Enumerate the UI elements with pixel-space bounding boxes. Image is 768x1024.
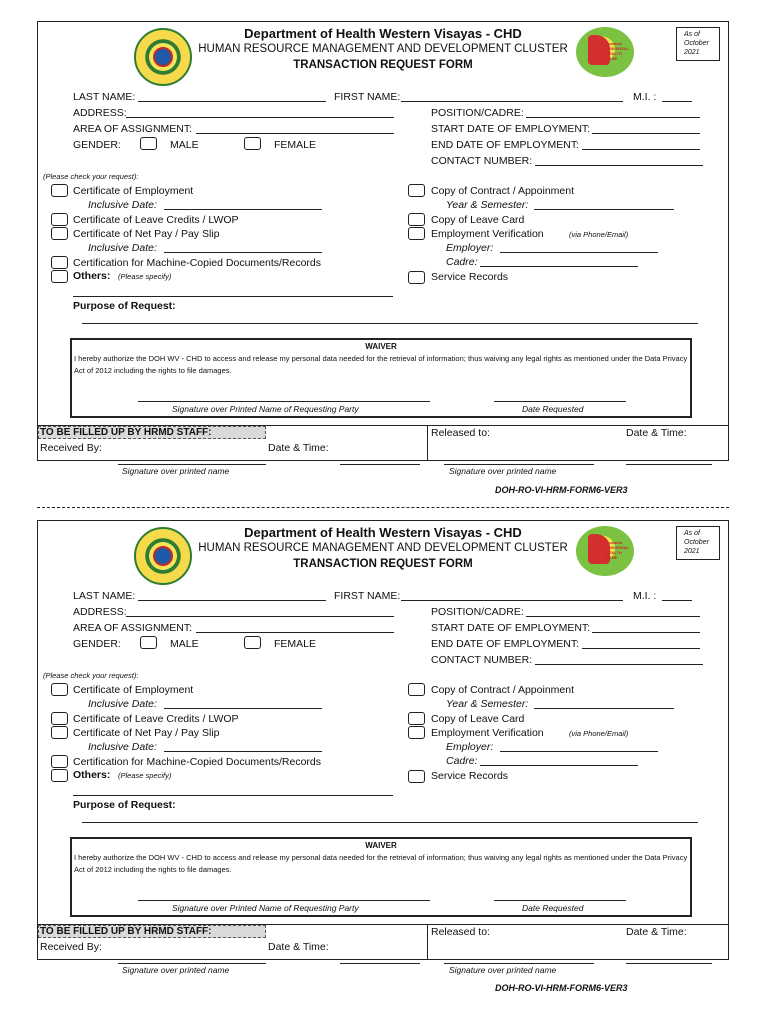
net-pay-label: Certificate of Net Pay / Pay Slip — [73, 727, 220, 739]
staff-section-title: TO BE FILLED UP BY HRMD STAFF: — [38, 426, 266, 439]
purpose-field[interactable] — [82, 314, 698, 324]
machine-copied-label: Certification for Machine-Copied Documents/Records — [73, 756, 322, 768]
contact-label: CONTACT NUMBER: — [431, 155, 533, 167]
service-records-label: Service Records — [431, 271, 509, 283]
net-pay-label: Certificate of Net Pay / Pay Slip — [73, 228, 220, 240]
doh-seal-icon — [134, 28, 192, 86]
cut-line — [37, 507, 729, 508]
released-signature-caption: Signature over printed name — [449, 965, 557, 975]
purpose-field[interactable] — [82, 813, 698, 823]
purpose-label: Purpose of Request: — [73, 300, 176, 312]
area-field[interactable] — [196, 623, 394, 633]
received-date-time-field[interactable] — [340, 954, 420, 964]
coe-checkbox[interactable] — [51, 184, 68, 197]
others-label: Others: — [73, 270, 111, 282]
verification-label: Employment Verification — [431, 228, 544, 240]
others-checkbox[interactable] — [51, 769, 68, 782]
male-checkbox[interactable] — [140, 137, 157, 150]
released-to-label: Released to: — [431, 926, 490, 938]
leave-credits-label: Certificate of Leave Credits / LWOP — [73, 713, 239, 725]
waiver-title: WAIVER — [365, 342, 397, 351]
form-code-top: DOH-RO-VI-HRM-FORM6-VER3 — [495, 485, 628, 495]
contact-field[interactable] — [535, 655, 703, 665]
service-records-checkbox[interactable] — [408, 770, 425, 783]
first-name-label: FIRST NAME: — [334, 590, 401, 602]
requester-signature-field[interactable] — [138, 891, 430, 901]
requester-signature-field[interactable] — [138, 392, 430, 402]
requester-signature-caption: Signature over Printed Name of Requesting Party — [172, 903, 359, 913]
leave-card-checkbox[interactable] — [408, 213, 425, 226]
first-name-field[interactable] — [401, 92, 623, 102]
start-date-label: START DATE OF EMPLOYMENT: — [431, 123, 591, 135]
female-label: FEMALE — [274, 139, 317, 151]
received-date-time-label: Date & Time: — [268, 941, 329, 953]
request-instruction: (Please check your request): — [43, 172, 139, 181]
first-name-field[interactable] — [401, 591, 623, 601]
released-signature-field[interactable] — [444, 455, 594, 465]
requester-signature-caption: Signature over Printed Name of Requesting Party — [172, 404, 359, 414]
address-label: ADDRESS: — [73, 606, 127, 618]
received-signature-caption: Signature over printed name — [122, 466, 230, 476]
form-title: TRANSACTION REQUEST FORM — [293, 59, 473, 71]
machine-copied-label: Certification for Machine-Copied Documents/Records — [73, 257, 322, 269]
waiver-title: WAIVER — [365, 841, 397, 850]
cluster-name: HUMAN RESOURCE MANAGEMENT AND DEVELOPMENT CLUSTER — [198, 542, 568, 554]
inclusive-date-label: Inclusive Date: — [88, 698, 157, 710]
please-specify-label: (Please specify) — [118, 272, 172, 281]
contact-label: CONTACT NUMBER: — [431, 654, 533, 666]
others-checkbox[interactable] — [51, 270, 68, 283]
date-requested-caption: Date Requested — [522, 903, 584, 913]
waiver-box — [70, 837, 692, 917]
received-signature-field[interactable] — [118, 954, 266, 964]
start-date-field[interactable] — [592, 623, 700, 633]
area-label: AREA OF ASSIGNMENT: — [73, 622, 193, 634]
mi-label: M.I. : — [633, 590, 657, 602]
cluster-name: HUMAN RESOURCE MANAGEMENT AND DEVELOPMENT CLUSTER — [198, 43, 568, 55]
employer-label: Employer: — [446, 741, 494, 753]
waiver-box — [70, 338, 692, 418]
end-date-field[interactable] — [582, 639, 700, 649]
inclusive-date-label-2: Inclusive Date: — [88, 242, 157, 254]
cadre-field[interactable] — [480, 257, 638, 267]
male-label: MALE — [170, 638, 199, 650]
department-name: Department of Health Western Visayas - CHD — [244, 525, 522, 540]
others-field[interactable] — [73, 786, 393, 796]
service-records-checkbox[interactable] — [408, 271, 425, 284]
last-name-field[interactable] — [138, 591, 326, 601]
coe-label: Certificate of Employment — [73, 185, 194, 197]
please-specify-label: (Please specify) — [118, 771, 172, 780]
leave-credits-label: Certificate of Leave Credits / LWOP — [73, 214, 239, 226]
released-signature-caption: Signature over printed name — [449, 466, 557, 476]
verification-label: Employment Verification — [431, 727, 544, 739]
leave-card-label: Copy of Leave Card — [431, 214, 525, 226]
received-signature-field[interactable] — [118, 455, 266, 465]
employer-field[interactable] — [500, 742, 658, 752]
via-label: (via Phone/Email) — [569, 230, 629, 239]
gender-label: GENDER: — [73, 638, 121, 650]
logo-text: Towards UNIVERSAL HEALTH CARE — [606, 540, 630, 560]
doh-seal-icon — [134, 527, 192, 585]
leave-credits-checkbox[interactable] — [51, 213, 68, 226]
form-title: TRANSACTION REQUEST FORM — [293, 558, 473, 570]
address-label: ADDRESS: — [73, 107, 127, 119]
inclusive-date-field[interactable] — [164, 699, 322, 709]
contract-label: Copy of Contract / Appoinment — [431, 684, 574, 696]
staff-column-divider — [427, 924, 428, 960]
employer-field[interactable] — [500, 243, 658, 253]
start-date-field[interactable] — [592, 124, 700, 134]
position-label: POSITION/CADRE: — [431, 606, 524, 618]
inclusive-date-field-2[interactable] — [164, 742, 322, 752]
form-code-bottom: DOH-RO-VI-HRM-FORM6-VER3 — [495, 983, 628, 993]
cadre-label: Cadre: — [446, 256, 478, 268]
inclusive-date-label: Inclusive Date: — [88, 199, 157, 211]
position-label: POSITION/CADRE: — [431, 107, 524, 119]
coe-checkbox[interactable] — [51, 683, 68, 696]
others-label: Others: — [73, 769, 111, 781]
coe-label: Certificate of Employment — [73, 684, 194, 696]
mi-field[interactable] — [662, 591, 692, 601]
department-name: Department of Health Western Visayas - CHD — [244, 26, 522, 41]
year-semester-field[interactable] — [534, 699, 674, 709]
staff-section-title: TO BE FILLED UP BY HRMD STAFF: — [38, 925, 266, 938]
female-checkbox[interactable] — [244, 636, 261, 649]
released-to-label: Released to: — [431, 427, 490, 439]
request-instruction: (Please check your request): — [43, 671, 139, 680]
end-date-label: END DATE OF EMPLOYMENT: — [431, 638, 579, 650]
gender-label: GENDER: — [73, 139, 121, 151]
others-field[interactable] — [73, 287, 393, 297]
staff-column-divider — [427, 425, 428, 461]
cadre-field[interactable] — [480, 756, 638, 766]
received-date-time-label: Date & Time: — [268, 442, 329, 454]
contract-label: Copy of Contract / Appoinment — [431, 185, 574, 197]
leave-card-label: Copy of Leave Card — [431, 713, 525, 725]
last-name-field[interactable] — [138, 92, 326, 102]
position-field[interactable] — [526, 108, 700, 118]
verification-checkbox[interactable] — [408, 726, 425, 739]
waiver-text: I hereby authorize the DOH WV - CHD to access and release my personal data needed for the retrieval of information; thus waiving any legal rights as mentioned under the Data Privacy Act of 2012 including the rights to file damages. — [74, 354, 688, 375]
last-name-label: LAST NAME: — [73, 590, 136, 602]
inclusive-date-field[interactable] — [164, 200, 322, 210]
logo-text: Towards UNIVERSAL HEALTH CARE — [606, 41, 630, 61]
male-checkbox[interactable] — [140, 636, 157, 649]
leave-card-checkbox[interactable] — [408, 712, 425, 725]
universal-health-care-logo-icon — [576, 526, 634, 576]
machine-copied-checkbox[interactable] — [51, 256, 68, 269]
date-requested-field[interactable] — [494, 891, 626, 901]
contract-checkbox[interactable] — [408, 683, 425, 696]
leave-credits-checkbox[interactable] — [51, 712, 68, 725]
transaction-form-top — [37, 21, 729, 476]
inclusive-date-field-2[interactable] — [164, 243, 322, 253]
waiver-text: I hereby authorize the DOH WV - CHD to access and release my personal data needed for the retrieval of information; thus waiving any legal rights as mentioned under the Data Privacy Act of 2012 including the rights to file damages. — [74, 853, 688, 874]
date-requested-field[interactable] — [494, 392, 626, 402]
last-name-label: LAST NAME: — [73, 91, 136, 103]
position-field[interactable] — [526, 607, 700, 617]
inclusive-date-label-2: Inclusive Date: — [88, 741, 157, 753]
male-label: MALE — [170, 139, 199, 151]
net-pay-checkbox[interactable] — [51, 726, 68, 739]
address-field[interactable] — [126, 607, 394, 617]
year-semester-label: Year & Semester: — [446, 199, 529, 211]
net-pay-checkbox[interactable] — [51, 227, 68, 240]
received-date-time-field[interactable] — [340, 455, 420, 465]
universal-health-care-logo-icon — [576, 27, 634, 77]
released-signature-field[interactable] — [444, 954, 594, 964]
released-date-time-label: Date & Time: — [626, 427, 687, 439]
released-date-time-field[interactable] — [626, 954, 712, 964]
released-date-time-field[interactable] — [626, 455, 712, 465]
female-checkbox[interactable] — [244, 137, 261, 150]
female-label: FEMALE — [274, 638, 317, 650]
mi-label: M.I. : — [633, 91, 657, 103]
verification-checkbox[interactable] — [408, 227, 425, 240]
cadre-label: Cadre: — [446, 755, 478, 767]
address-field[interactable] — [126, 108, 394, 118]
received-by-label: Received By: — [40, 941, 102, 953]
as-of-date: As of October 2021 — [676, 526, 720, 560]
area-label: AREA OF ASSIGNMENT: — [73, 123, 193, 135]
end-date-label: END DATE OF EMPLOYMENT: — [431, 139, 579, 151]
received-by-label: Received By: — [40, 442, 102, 454]
year-semester-label: Year & Semester: — [446, 698, 529, 710]
date-requested-caption: Date Requested — [522, 404, 584, 414]
contact-field[interactable] — [535, 156, 703, 166]
via-label: (via Phone/Email) — [569, 729, 629, 738]
transaction-form-bottom — [37, 520, 729, 975]
area-field[interactable] — [196, 124, 394, 134]
released-date-time-label: Date & Time: — [626, 926, 687, 938]
mi-field[interactable] — [662, 92, 692, 102]
contract-checkbox[interactable] — [408, 184, 425, 197]
received-signature-caption: Signature over printed name — [122, 965, 230, 975]
end-date-field[interactable] — [582, 140, 700, 150]
start-date-label: START DATE OF EMPLOYMENT: — [431, 622, 591, 634]
machine-copied-checkbox[interactable] — [51, 755, 68, 768]
as-of-date: As of October 2021 — [676, 27, 720, 61]
purpose-label: Purpose of Request: — [73, 799, 176, 811]
employer-label: Employer: — [446, 242, 494, 254]
service-records-label: Service Records — [431, 770, 509, 782]
year-semester-field[interactable] — [534, 200, 674, 210]
first-name-label: FIRST NAME: — [334, 91, 401, 103]
